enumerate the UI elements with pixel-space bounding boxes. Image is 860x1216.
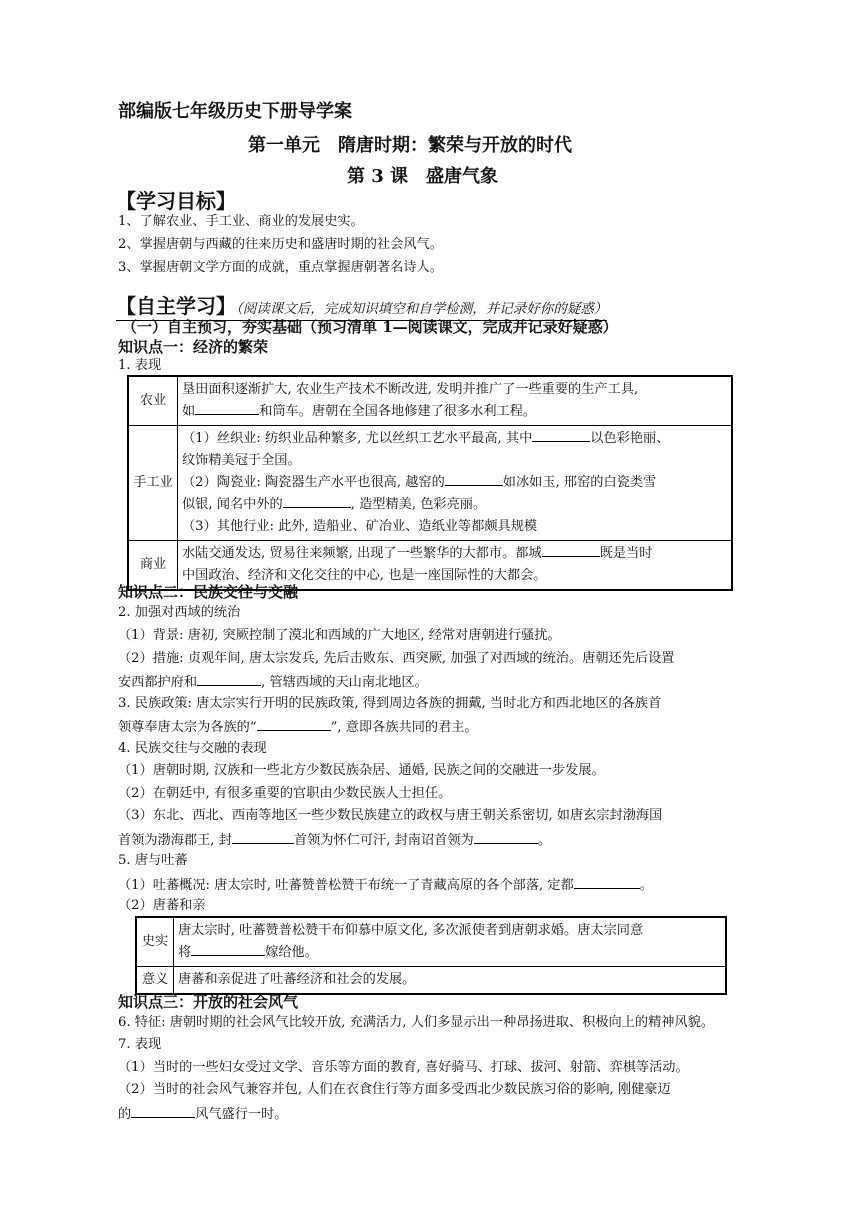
text-line: （1）背景: 唐初, 突厥控制了漠北和西域的广大地区, 经常对唐朝进行骚扰。	[118, 628, 561, 643]
fill-blank[interactable]	[445, 472, 503, 486]
fill-blank[interactable]	[474, 830, 538, 844]
tubo-table	[135, 916, 727, 995]
text-line: （2）措施: 贞观年间, 唐太宗发兵, 先后击败东、西突厥, 加强了对西域的统治。唐朝还先后设置	[118, 651, 675, 666]
text-line: 首领为渤海郡王, 封 首领为怀仁可汗, 封南诏首领为 。	[118, 830, 551, 850]
row-label-handicraft: 手工业	[128, 426, 178, 541]
objective-item: 1、了解农业、手工业、商业的发展史实。	[118, 214, 364, 229]
text-line: 2. 加强对西域的统治	[118, 605, 241, 620]
text-line: 纹饰精美冠于全国。	[182, 453, 301, 468]
fill-blank[interactable]	[574, 875, 640, 889]
fill-blank[interactable]	[197, 672, 261, 686]
table-row	[128, 426, 732, 541]
text-line: 唐太宗时, 吐蕃赞普松赞干布仰慕中原文化, 多次派使者到唐朝求婚。唐太宗同意	[178, 923, 644, 938]
lesson-title: 第 3 课 盛唐气象	[347, 166, 499, 187]
objective-item: 2、掌握唐朝与西藏的往来历史和盛唐时期的社会风气。	[118, 237, 443, 252]
row-label-agriculture: 农业	[128, 376, 178, 426]
text-line: （1）吐蕃概况: 唐太宗时, 吐蕃赞普松赞干布统一了青藏高原的各个部落, 定都 。	[118, 875, 653, 895]
text-line: 3. 民族政策: 唐太宗实行开明的民族政策, 得到周边各族的拥戴, 当时北方和西北地区的各族首	[118, 696, 662, 711]
row-content-agriculture	[178, 376, 733, 426]
objective-item: 3、掌握唐朝文学方面的成就，重点掌握唐朝著名诗人。	[118, 260, 443, 275]
table-row	[136, 967, 726, 995]
text-line: 中国政治、经济和文化交往的中心, 也是一座国际性的大都会。	[182, 568, 547, 583]
text-line: 水陆交通发达, 贸易往来频繁, 出现了一些繁华的大都市。都城 既是当时	[182, 543, 727, 565]
objectives-heading: 【学习目标】	[116, 189, 236, 213]
economy-table	[127, 375, 733, 591]
text-line: 的 风气盛行一时。	[118, 1104, 288, 1124]
row-label-meaning: 意义	[136, 967, 174, 995]
doc-title: 部编版七年级历史下册导学案	[118, 101, 352, 122]
fill-blank[interactable]	[232, 830, 294, 844]
kp2-title: 知识点二：民族交往与交融	[118, 583, 299, 601]
fill-blank[interactable]	[195, 401, 259, 415]
fill-blank[interactable]	[257, 717, 331, 731]
text-line: 6. 特征: 唐朝时期的社会风气比较开放, 充满活力, 人们多显示出一种昂扬进取、积极向上的精神风貌。	[118, 1015, 715, 1030]
self-study-heading: 【自主学习】	[116, 294, 236, 318]
row-label-commerce: 商业	[128, 541, 178, 591]
table-row	[136, 917, 726, 967]
text-line: （1）当时的一些妇女受过文学、音乐等方面的教育, 喜好骑马、打球、拔河、射箭、弈棋等活动。	[118, 1060, 689, 1075]
self-study-note: （阅读课文后，完成知识填空和自学检测，并记录好你的疑惑）	[236, 301, 608, 317]
text-line: （3）东北、西北、西南等地区一些少数民族建立的政权与唐王朝关系密切, 如唐玄宗封渤海国	[118, 808, 663, 823]
fill-blank[interactable]	[532, 428, 590, 442]
fill-blank[interactable]	[131, 1104, 195, 1118]
row-content-meaning: 唐蕃和亲促进了吐蕃经济和社会的发展。	[174, 967, 727, 995]
fill-blank[interactable]	[283, 494, 351, 508]
text-line: （2）唐蕃和亲	[118, 898, 206, 913]
text-line: 如 和筒车。唐朝在全国各地修建了很多水利工程。	[182, 401, 727, 423]
kp3-title: 知识点三：开放的社会风气	[118, 993, 299, 1011]
text-line: （2）当时的社会风气兼容并包, 人们在衣食住行等方面多受西北少数民族习俗的影响, 刚健豪迈	[118, 1082, 671, 1097]
text-line: 垦田面积逐渐扩大, 农业生产技术不断改进, 发明并推广了一些重要的生产工具,	[182, 382, 639, 397]
fill-blank[interactable]	[542, 543, 600, 557]
preview-subheading: （一）自主预习，夯实基础（预习清单 1—阅读课文，完成并记录好疑惑）	[122, 318, 618, 336]
text-line: （1）丝织业: 纺织业品种繁多, 尤以丝织工艺水平最高, 其中 以色彩艳丽、	[182, 428, 727, 450]
row-content-fact	[174, 917, 727, 967]
text-line: 将 嫁给他。	[178, 942, 721, 964]
text-line: 5. 唐与吐蕃	[118, 853, 188, 868]
kp1-section-label: 1. 表现	[118, 358, 162, 373]
text-line: （3）其他行业: 此外, 造船业、矿冶业、造纸业等都颇具规模	[182, 519, 538, 534]
text-line: （1）唐朝时期, 汉族和一些北方少数民族杂居、通婚, 民族之间的交融进一步发展。	[118, 763, 605, 778]
text-line: 似银, 闻名中外的 , 造型精美, 色彩亮丽。	[182, 494, 727, 516]
unit-title: 第一单元 隋唐时期：繁荣与开放的时代	[248, 135, 572, 156]
text-line: （2）在朝廷中, 有很多重要的官职由少数民族人士担任。	[118, 786, 452, 801]
fill-blank[interactable]	[191, 942, 265, 956]
text-line: 7. 表现	[118, 1037, 162, 1052]
text-line: 领尊奉唐太宗为各族的“ ”, 意即各族共同的君主。	[118, 717, 478, 737]
kp1-title: 知识点一：经济的繁荣	[118, 338, 269, 356]
text-line: （2）陶瓷业: 陶瓷器生产水平也很高, 越窑的 如冰如玉, 邢窑的白瓷类雪	[182, 472, 727, 494]
text-line: 安西都护府和 , 管辖西域的天山南北地区。	[118, 672, 428, 692]
row-label-fact: 史实	[136, 917, 174, 967]
row-content-handicraft	[178, 426, 733, 541]
text-line: 4. 民族交往与交融的表现	[118, 741, 267, 756]
table-row	[128, 376, 732, 426]
